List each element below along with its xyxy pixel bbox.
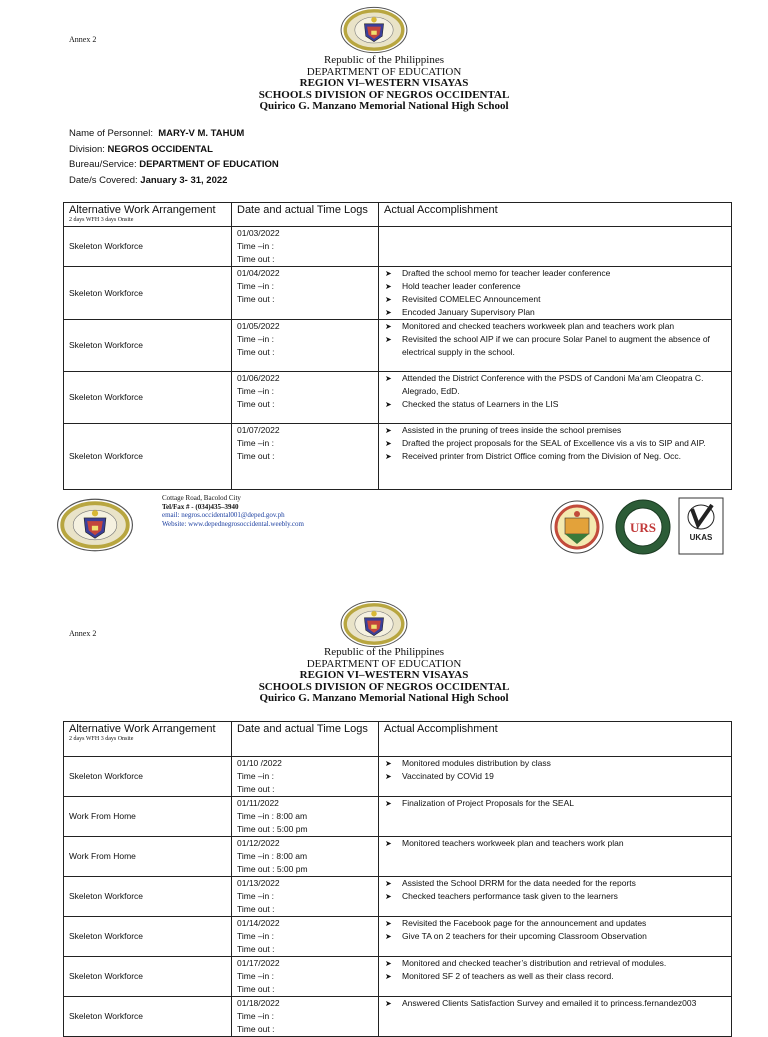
time-log-cell <box>232 757 379 797</box>
ukas-label: UKAS <box>689 533 713 542</box>
log-date: 01/03/2022 <box>237 228 280 238</box>
header-arrangement-sub: 2 days WFH 3 days Onsite <box>69 217 134 223</box>
log-time-in: Time –in : <box>237 1011 275 1021</box>
log-time-out: Time out : <box>237 1024 275 1034</box>
header-region: REGION VI–WESTERN VISAYAS <box>299 669 469 681</box>
header-time-logs: Date and actual Time Logs <box>232 203 379 227</box>
list-item: ➤ Answered Clients Satisfaction Survey and emailed it to princess.fernandez003 <box>402 997 726 1010</box>
dates-row <box>69 173 279 189</box>
time-log-cell <box>232 424 379 490</box>
footer-address: Cottage Road, Bacolod City <box>162 494 241 502</box>
arrangement-cell: Work From Home <box>64 797 232 837</box>
list-item: ➤ Monitored and checked teacher’s distribution and retrieval of modules. <box>402 957 726 970</box>
letterhead <box>0 647 768 705</box>
log-time-out: Time out : 5:00 pm <box>237 864 308 874</box>
log-time-in: Time –in : <box>237 281 275 291</box>
header-republic: Republic of the Philippines <box>323 646 445 658</box>
accomplishment-list <box>384 917 726 943</box>
table-row <box>64 997 732 1037</box>
time-log-cell <box>232 797 379 837</box>
time-log-cell <box>232 227 379 267</box>
accomplishment-cell <box>379 957 732 997</box>
arrangement-cell: Skeleton Workforce <box>64 372 232 424</box>
arrangement-cell: Skeleton Workforce <box>64 320 232 372</box>
list-item: ➤ Checked the status of Learners in the LIS <box>402 398 726 411</box>
name-label: Name of Personnel: <box>69 128 153 139</box>
table-row <box>64 917 732 957</box>
table-header-row <box>64 203 732 227</box>
list-item: ➤ Received printer from District Office coming from the Division of Neg. Occ. <box>402 450 726 463</box>
time-log-cell <box>232 267 379 320</box>
accomplishment-list <box>384 797 726 810</box>
urs-label: URS <box>629 520 657 535</box>
bureau-row <box>69 157 279 173</box>
accomplishment-cell <box>379 877 732 917</box>
accomplishment-list <box>384 957 726 983</box>
division-value: NEGROS OCCIDENTAL <box>107 143 213 155</box>
list-item: ➤ Finalization of Project Proposals for the SEAL <box>402 797 726 810</box>
table-row <box>64 372 732 424</box>
log-time-in: Time –in : 8:00 am <box>237 851 308 861</box>
accomplishment-list <box>384 837 726 850</box>
log-time-out: Time out : <box>237 294 275 304</box>
header-accomplishment: Actual Accomplishment <box>379 203 732 227</box>
log-date: 01/18/2022 <box>237 998 280 1008</box>
log-time-in: Time –in : <box>237 771 275 781</box>
time-log-cell <box>232 372 379 424</box>
time-log-cell <box>232 320 379 372</box>
log-time-in: Time –in : <box>237 241 275 251</box>
deped-seal-footer-icon <box>56 496 134 554</box>
log-date: 01/12/2022 <box>237 838 280 848</box>
header-school: Quirico G. Manzano Memorial National High School <box>259 692 509 704</box>
table-row <box>64 957 732 997</box>
footer-email[interactable]: email: negros.occidental001@deped.gov.ph <box>162 511 285 519</box>
division-row <box>69 142 279 158</box>
accomplishment-list <box>384 997 726 1010</box>
accomplishment-list <box>384 757 726 783</box>
arrangement-cell: Skeleton Workforce <box>64 877 232 917</box>
list-item: ➤ Monitored and checked teachers workweek plan and teachers work plan <box>402 320 726 333</box>
accomplishment-cell <box>379 227 732 267</box>
list-item: ➤ Hold teacher leader conference <box>402 280 726 293</box>
accomplishment-cell <box>379 757 732 797</box>
list-item: ➤ Checked teachers performance task given to the learners <box>402 890 726 903</box>
division-label: Division: <box>69 143 105 155</box>
list-item: ➤ Revisited the school AIP if we can procure Solar Panel to augment the absence of electrical supply in the school. <box>402 333 726 359</box>
table-row <box>64 267 732 320</box>
time-log-table <box>63 202 732 490</box>
arrangement-cell: Skeleton Workforce <box>64 424 232 490</box>
time-log-cell <box>232 917 379 957</box>
log-time-in: Time –in : 8:00 am <box>237 811 308 821</box>
list-item: ➤ Revisited COMELEC Announcement <box>402 293 726 306</box>
header-region: REGION VI–WESTERN VISAYAS <box>299 77 469 89</box>
time-log-cell <box>232 997 379 1037</box>
log-date: 01/04/2022 <box>237 268 280 278</box>
table-row <box>64 877 732 917</box>
log-date: 01/07/2022 <box>237 425 280 435</box>
list-item: ➤ Attended the District Conference with the PSDS of Candoni Ma’am Cleopatra C. Alegrado, EdD. <box>402 372 726 398</box>
table-row <box>64 837 732 877</box>
header-arrangement-label: Alternative Work Arrangement <box>69 204 216 216</box>
table-row <box>64 757 732 797</box>
name-value: MARY-V M. TAHUM <box>158 128 245 139</box>
arrangement-cell: Skeleton Workforce <box>64 917 232 957</box>
log-time-out: Time out : <box>237 451 275 461</box>
header-school: Quirico G. Manzano Memorial National High School <box>259 100 509 112</box>
list-item: ➤ Monitored modules distribution by class <box>402 757 726 770</box>
table-row <box>64 424 732 490</box>
bureau-label: Bureau/Service: <box>69 159 137 170</box>
header-department: DEPARTMENT OF EDUCATION <box>306 65 462 78</box>
accomplishment-cell <box>379 997 732 1037</box>
log-time-in: Time –in : <box>237 891 275 901</box>
dates-value: January 3- 31, 2022 <box>140 174 228 186</box>
table-header-row <box>64 722 732 757</box>
accomplishment-cell <box>379 320 732 372</box>
log-time-out: Time out : <box>237 254 275 264</box>
log-date: 01/17/2022 <box>237 958 280 968</box>
table-row <box>64 320 732 372</box>
arrangement-cell: Skeleton Workforce <box>64 997 232 1037</box>
annex-label: Annex 2 <box>69 629 97 638</box>
footer-website[interactable]: Website: www.depednegrosoccidental.weebly.com <box>162 519 304 528</box>
accomplishment-cell <box>379 797 732 837</box>
list-item: ➤ Drafted the school memo for teacher leader conference <box>402 267 726 280</box>
arrangement-cell: Skeleton Workforce <box>64 957 232 997</box>
accomplishment-list <box>384 372 726 411</box>
log-date: 01/11/2022 <box>237 798 279 808</box>
log-time-in: Time –in : <box>237 438 275 448</box>
header-arrangement-sub: 2 days WFH 3 days Onsite <box>69 736 134 742</box>
log-time-out: Time out : <box>237 944 275 954</box>
dates-label: Date/s Covered: <box>69 174 138 186</box>
header-division: SCHOOLS DIVISION OF NEGROS OCCIDENTAL <box>258 88 510 101</box>
accomplishment-cell <box>379 372 732 424</box>
log-time-in: Time –in : <box>237 971 275 981</box>
list-item: ➤ Monitored SF 2 of teachers as well as their class record. <box>402 970 726 983</box>
list-item: ➤ Vaccinated by COVid 19 <box>402 770 726 783</box>
log-date: 01/06/2022 <box>237 373 280 383</box>
log-date: 01/13/2022 <box>237 878 280 888</box>
accomplishment-list <box>384 877 726 903</box>
log-time-out: Time out : <box>237 984 275 994</box>
list-item: ➤ Drafted the project proposals for the SEAL of Excellence vis a vis to SIP and AIP. <box>402 437 726 450</box>
accomplishment-list <box>384 267 726 319</box>
deped-seal-icon <box>339 600 409 648</box>
log-date: 01/14/2022 <box>237 918 280 928</box>
header-division: SCHOOLS DIVISION OF NEGROS OCCIDENTAL <box>258 680 510 693</box>
urs-iso-seal-icon <box>612 499 674 555</box>
header-arrangement <box>64 203 232 227</box>
bureau-value: DEPARTMENT OF EDUCATION <box>139 159 279 170</box>
accomplishment-cell <box>379 917 732 957</box>
log-date: 01/10 /2022 <box>237 758 282 768</box>
header-arrangement-label: Alternative Work Arrangement <box>69 723 216 735</box>
log-date: 01/05/2022 <box>237 321 280 331</box>
log-time-out: Time out : <box>237 904 275 914</box>
footer-contact <box>162 494 304 528</box>
accomplishment-cell <box>379 837 732 877</box>
accomplishment-cell <box>379 424 732 490</box>
time-log-cell <box>232 957 379 997</box>
list-item: ➤ Assisted in the pruning of trees inside the school premises <box>402 424 726 437</box>
log-time-in: Time –in : <box>237 386 275 396</box>
log-time-out: Time out : <box>237 347 275 357</box>
accomplishment-list <box>384 424 726 463</box>
header-republic: Republic of the Philippines <box>323 54 445 66</box>
list-item: ➤ Encoded January Supervisory Plan <box>402 306 726 319</box>
header-arrangement <box>64 722 232 757</box>
log-time-out: Time out : <box>237 399 275 409</box>
accomplishment-cell <box>379 267 732 320</box>
table-row <box>64 797 732 837</box>
annex-label: Annex 2 <box>69 35 97 44</box>
list-item: ➤ Revisited the Facebook page for the announcement and updates <box>402 917 726 930</box>
footer-telfax: Tel/Fax # - (034)435–3940 <box>162 502 239 511</box>
page-2 <box>0 580 768 1034</box>
time-log-table <box>63 721 732 1037</box>
deped-seal-icon <box>339 6 409 54</box>
letterhead <box>0 55 768 113</box>
arrangement-cell: Skeleton Workforce <box>64 757 232 797</box>
log-time-out: Time out : 5:00 pm <box>237 824 308 834</box>
arrangement-cell: Work From Home <box>64 837 232 877</box>
header-department: DEPARTMENT OF EDUCATION <box>306 657 462 670</box>
table-row <box>64 227 732 267</box>
arrangement-cell: Skeleton Workforce <box>64 267 232 320</box>
arrangement-cell: Skeleton Workforce <box>64 227 232 267</box>
personnel-info <box>69 126 279 188</box>
header-accomplishment: Actual Accomplishment <box>379 722 732 757</box>
ukas-mark-icon <box>678 497 724 555</box>
list-item: ➤ Monitored teachers workweek plan and teachers work plan <box>402 837 726 850</box>
personnel-name-row <box>69 126 279 142</box>
list-item: ➤ Assisted the School DRRM for the data needed for the reports <box>402 877 726 890</box>
accomplishment-list <box>384 320 726 359</box>
time-log-cell <box>232 837 379 877</box>
list-item: ➤ Give TA on 2 teachers for their upcoming Classroom Observation <box>402 930 726 943</box>
header-time-logs: Date and actual Time Logs <box>232 722 379 757</box>
log-time-in: Time –in : <box>237 334 275 344</box>
time-log-cell <box>232 877 379 917</box>
negros-occidental-seal-icon <box>548 500 606 554</box>
log-time-in: Time –in : <box>237 931 275 941</box>
log-time-out: Time out : <box>237 784 275 794</box>
